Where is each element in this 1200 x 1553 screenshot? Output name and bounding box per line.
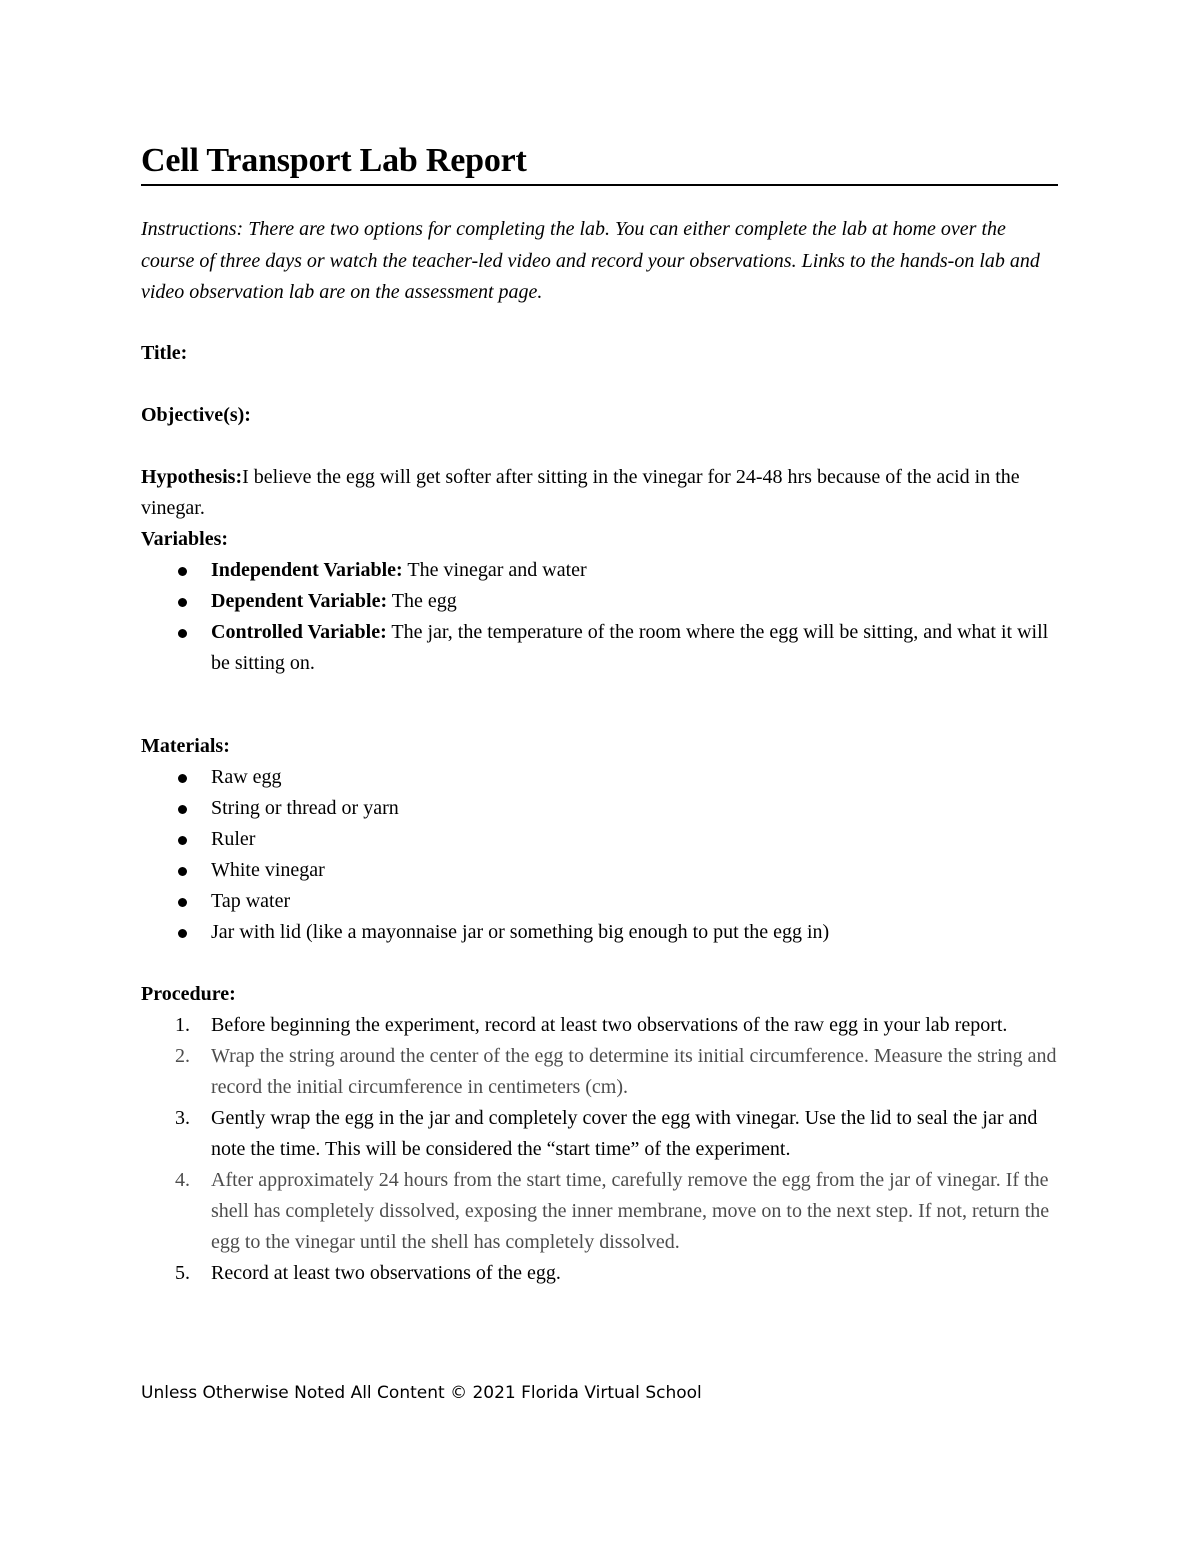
- bullet-icon: [178, 567, 187, 576]
- variables-label: Variables:: [141, 527, 229, 550]
- list-item: [141, 855, 1058, 886]
- procedure-label: Procedure:: [141, 982, 236, 1005]
- step-number: 1.: [175, 1013, 190, 1036]
- step-text: After approximately 24 hours from the start time, carefully remove the egg from the jar of vinegar. If the shell has completely dissolved, exposing the inner membrane, move on to the next step. If not, return the egg to the vinegar until the shell has completely dissolved.: [211, 1168, 1050, 1253]
- hypothesis-section: [141, 462, 1058, 524]
- variable-label: Dependent Variable:: [211, 589, 388, 612]
- bullet-icon: [178, 774, 187, 783]
- list-item: [141, 793, 1058, 824]
- material-text: White vinegar: [211, 858, 325, 881]
- title-field-label: Title:: [141, 341, 188, 364]
- material-text: Tap water: [211, 889, 291, 912]
- step-text: Before beginning the experiment, record at least two observations of the raw egg in your lab report.: [211, 1013, 1008, 1036]
- instructions-text: Instructions: There are two options for completing the lab. You can either complete the lab at home over the course of three days or watch the teacher-led video and record your observations. Links to the hands-on lab and video observation lab are on the assessment page.: [141, 218, 1040, 303]
- bullet-icon: [178, 598, 187, 607]
- procedure-list: [141, 1010, 1058, 1289]
- step-text: Wrap the string around the center of the egg to determine its initial circumference. Measure the string and record the initial circumference in centimeters (cm).: [211, 1044, 1057, 1098]
- material-text: String or thread or yarn: [211, 796, 399, 819]
- document-title: Cell Transport Lab Report: [141, 138, 1058, 186]
- materials-label: Materials:: [141, 734, 230, 757]
- variable-text: The vinegar and water: [402, 558, 587, 581]
- variables-list: [141, 555, 1058, 679]
- copyright-footer: Unless Otherwise Noted All Content © 2021 Florida Virtual School: [141, 1383, 702, 1403]
- list-item: [141, 886, 1058, 917]
- bullet-icon: [178, 836, 187, 845]
- materials-list: [141, 762, 1058, 948]
- list-item: [141, 1103, 1058, 1165]
- step-number: 5.: [175, 1261, 190, 1284]
- list-item: [141, 1041, 1058, 1103]
- list-item: [141, 1258, 1058, 1289]
- list-item: [141, 1010, 1058, 1041]
- material-text: Jar with lid (like a mayonnaise jar or something big enough to put the egg in): [211, 920, 830, 943]
- list-item: [141, 555, 1058, 586]
- bullet-icon: [178, 629, 187, 638]
- step-number: 3.: [175, 1106, 190, 1129]
- list-item: [141, 824, 1058, 855]
- bullet-icon: [178, 867, 187, 876]
- step-number: 4.: [175, 1168, 190, 1191]
- hypothesis-label: Hypothesis:: [141, 465, 243, 488]
- bullet-icon: [178, 898, 187, 907]
- variable-label: Controlled Variable:: [211, 620, 387, 643]
- variable-text: The egg: [387, 589, 457, 612]
- step-text: Record at least two observations of the egg.: [211, 1261, 561, 1284]
- document-page: [141, 138, 1058, 1289]
- variable-label: Independent Variable:: [211, 558, 403, 581]
- material-text: Raw egg: [211, 765, 282, 788]
- list-item: [141, 586, 1058, 617]
- step-text: Gently wrap the egg in the jar and completely cover the egg with vinegar. Use the lid to seal the jar and note the time. This will be considered the “start time” of the experiment.: [211, 1106, 1038, 1160]
- variable-text: The jar, the temperature of the room where the egg will be sitting, and what it will be sitting on.: [211, 620, 1049, 674]
- hypothesis-text: I believe the egg will get softer after sitting in the vinegar for 24-48 hrs because of the acid in the vinegar.: [141, 465, 1020, 519]
- material-text: Ruler: [211, 827, 256, 850]
- step-number: 2.: [175, 1044, 190, 1067]
- list-item: [141, 1165, 1058, 1258]
- bullet-icon: [178, 929, 187, 938]
- objective-field-label: Objective(s):: [141, 403, 251, 426]
- list-item: [141, 617, 1058, 679]
- list-item: [141, 917, 1058, 948]
- bullet-icon: [178, 805, 187, 814]
- list-item: [141, 762, 1058, 793]
